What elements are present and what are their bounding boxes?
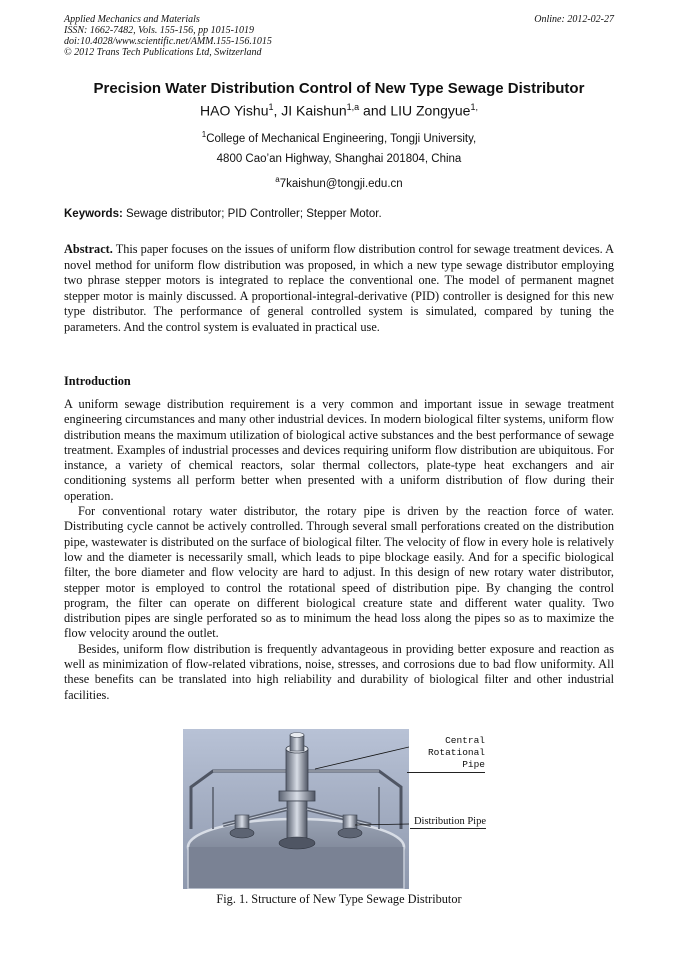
- affiliation-address: 4800 Cao’an Highway, Shanghai 201804, China: [216, 153, 462, 165]
- journal-header: [64, 14, 272, 58]
- distribution-pipe-label: Distribution Pipe: [410, 816, 486, 829]
- paper-title: Precision Water Distribution Control of New Type Sewage Distributor: [93, 80, 585, 97]
- author-affil-mark: 1,a: [346, 102, 360, 112]
- distributor-structure-image: [183, 729, 409, 889]
- central-pipe-label: Central Rotational Pipe: [407, 735, 485, 773]
- journal-name: Applied Mechanics and Materials: [64, 14, 200, 25]
- author-name: HAO Yishu: [200, 102, 269, 119]
- author-email: $^a$7kaishun@tongji.edu.cn: [275, 175, 403, 190]
- affiliation-line: $^1$College of Mechanical Engineering, Tongji University,: [201, 130, 477, 145]
- figure-caption: Fig. 1. Structure of New Type Sewage Distributor: [216, 892, 462, 906]
- paragraph: For conventional rotary water distributor, the rotary pipe is driven by the reaction force of water. Distributing cycle cannot be actively controlled. Through several small perforations created on the distribution pipe, wastewater is distributed on the surface of biological filter. The velocity of flow in every hole is relatively low and the diameter is necessarily small, which leads to pipe blockage easily. And for a specific biological filter, the bore diameter and flow velocity are hard to adjust. In this design of new rotary water distributor, stepper motor is employed to control the rotational speed of distribution pipe. By changing the control program, the filter can operate on different biological creature state and different water quality. Two distribution pipes are single perforated so as to minimum the head loss along the pipes so as to maximize the flow velocity around the outlet.: [64, 504, 614, 641]
- section-heading: Introduction: [64, 374, 131, 388]
- author-separator: and: [359, 102, 391, 119]
- author-list: [0, 102, 678, 119]
- author-name: LIU Zongyue: [390, 102, 471, 119]
- introduction-body: [64, 397, 614, 703]
- keywords-text: Sewage distributor; PID Controller; Stepper Motor.: [122, 208, 382, 220]
- issn-line: ISSN: 1662-7482, Vols. 155-156, pp 1015-1019: [64, 25, 254, 36]
- paragraph: A uniform sewage distribution requirement is a very common and important issue in sewage treatment engineering circumstances and many other industrial devices. In modern biological filter systems, uniform flow distribution means the maximum utilization of biological active substances and the best performance of sewage treatment. Examples of industrial processes and devices requiring uniform flow distribution are ubiquitous. For instance, a variety of chemical reactors, solar thermal collectors, plate-type heat exchangers and air conditioning systems all perform better when presented with a uniform distribution of flow during their operation.: [64, 397, 614, 503]
- paragraph: Besides, uniform flow distribution is frequently advantageous in providing better exposure and reaction as well as minimization of flow-related vibrations, noise, stresses, and corrosions due to bad flow uniformity. All these benefits can be translated into high reliability and durability of biological filter and other industrial facilities.: [64, 641, 614, 702]
- author-affil-mark: 1,: [470, 102, 478, 112]
- keywords-label: Keywords:: [64, 208, 123, 220]
- copyright-line: © 2012 Trans Tech Publications Ltd, Switzerland: [64, 47, 262, 58]
- online-date: Online: 2012-02-27: [534, 14, 614, 25]
- author-name: JI Kaishun: [281, 102, 347, 119]
- abstract-text: This paper focuses on the issues of uniform flow distribution control for sewage treatment devices. A novel method for uniform flow distribution was proposed, in which a new type sewage distributor employing two phrase stepper motors is integrated to replace the conventional one. The model of permanent magnet stepper motor is mainly discussed. A proportional-integral-derivative (PID) controller is designed for this new type distributor. The performance of general controlled system is simulated, compared by tuning the parameters. And the control system is evaluated in practical use.: [64, 242, 614, 334]
- abstract: [64, 242, 614, 335]
- abstract-label: Abstract.: [64, 242, 113, 256]
- author-separator: ,: [273, 102, 282, 119]
- author-affil-mark: 1: [268, 102, 274, 112]
- doi-line: doi:10.4028/www.scientific.net/AMM.155-156.1015: [64, 36, 272, 47]
- keywords: [64, 208, 614, 220]
